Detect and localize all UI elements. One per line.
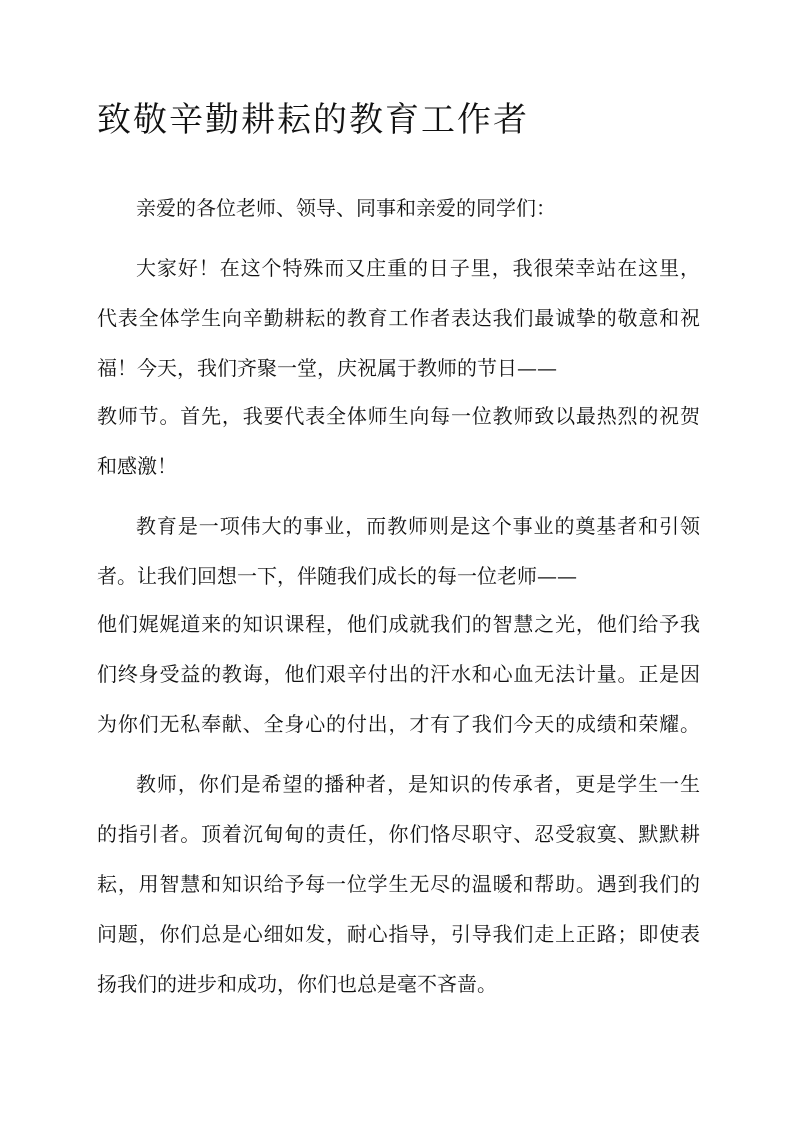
paragraph-1-line-5: 和感激！ [97, 454, 177, 478]
paragraph-1-line-3: 福！今天，我们齐聚一堂，庆祝属于教师的节日—— [97, 356, 557, 380]
paragraph-3-line-4: 问题，你们总是心细如发，耐心指导，引导我们走上正路；即使表 [97, 922, 700, 946]
paragraph-3-line-1: 教师，你们是希望的播种者，是知识的传承者，更是学生一生 [136, 772, 700, 796]
paragraph-1-line-2: 代表全体学生向辛勤耕耘的教育工作者表达我们最诚挚的敬意和祝 [97, 306, 700, 330]
paragraph-2-line-5: 为你们无私奉献、全身心的付出，才有了我们今天的成绩和荣耀。 [97, 712, 700, 736]
paragraph-2-line-3: 他们娓娓道来的知识课程，他们成就我们的智慧之光，他们给予我 [97, 612, 700, 636]
paragraph-3-line-2: 的指引者。顶着沉甸甸的责任，你们恪尽职守、忍受寂寞、默默耕 [97, 822, 700, 846]
paragraph-3-line-5: 扬我们的进步和成功，你们也总是毫不吝啬。 [97, 972, 497, 996]
paragraph-2-line-2: 者。让我们回想一下，伴随我们成长的每一位老师—— [97, 564, 577, 588]
greeting-line: 亲爱的各位老师、领导、同事和亲爱的同学们： [136, 196, 556, 220]
paragraph-2-line-1: 教育是一项伟大的事业，而教师则是这个事业的奠基者和引领 [136, 514, 700, 538]
paragraph-1-line-1: 大家好！在这个特殊而又庄重的日子里，我很荣幸站在这里， [136, 256, 700, 280]
paragraph-1-line-4: 教师节。首先，我要代表全体师生向每一位教师致以最热烈的祝贺 [97, 404, 700, 428]
document-title: 致敬辛勤耕耘的教育工作者 [97, 100, 529, 140]
paragraph-3-line-3: 耘，用智慧和知识给予每一位学生无尽的温暖和帮助。遇到我们的 [97, 872, 700, 896]
paragraph-2-line-4: 们终身受益的教诲，他们艰辛付出的汗水和心血无法计量。正是因 [97, 662, 700, 686]
